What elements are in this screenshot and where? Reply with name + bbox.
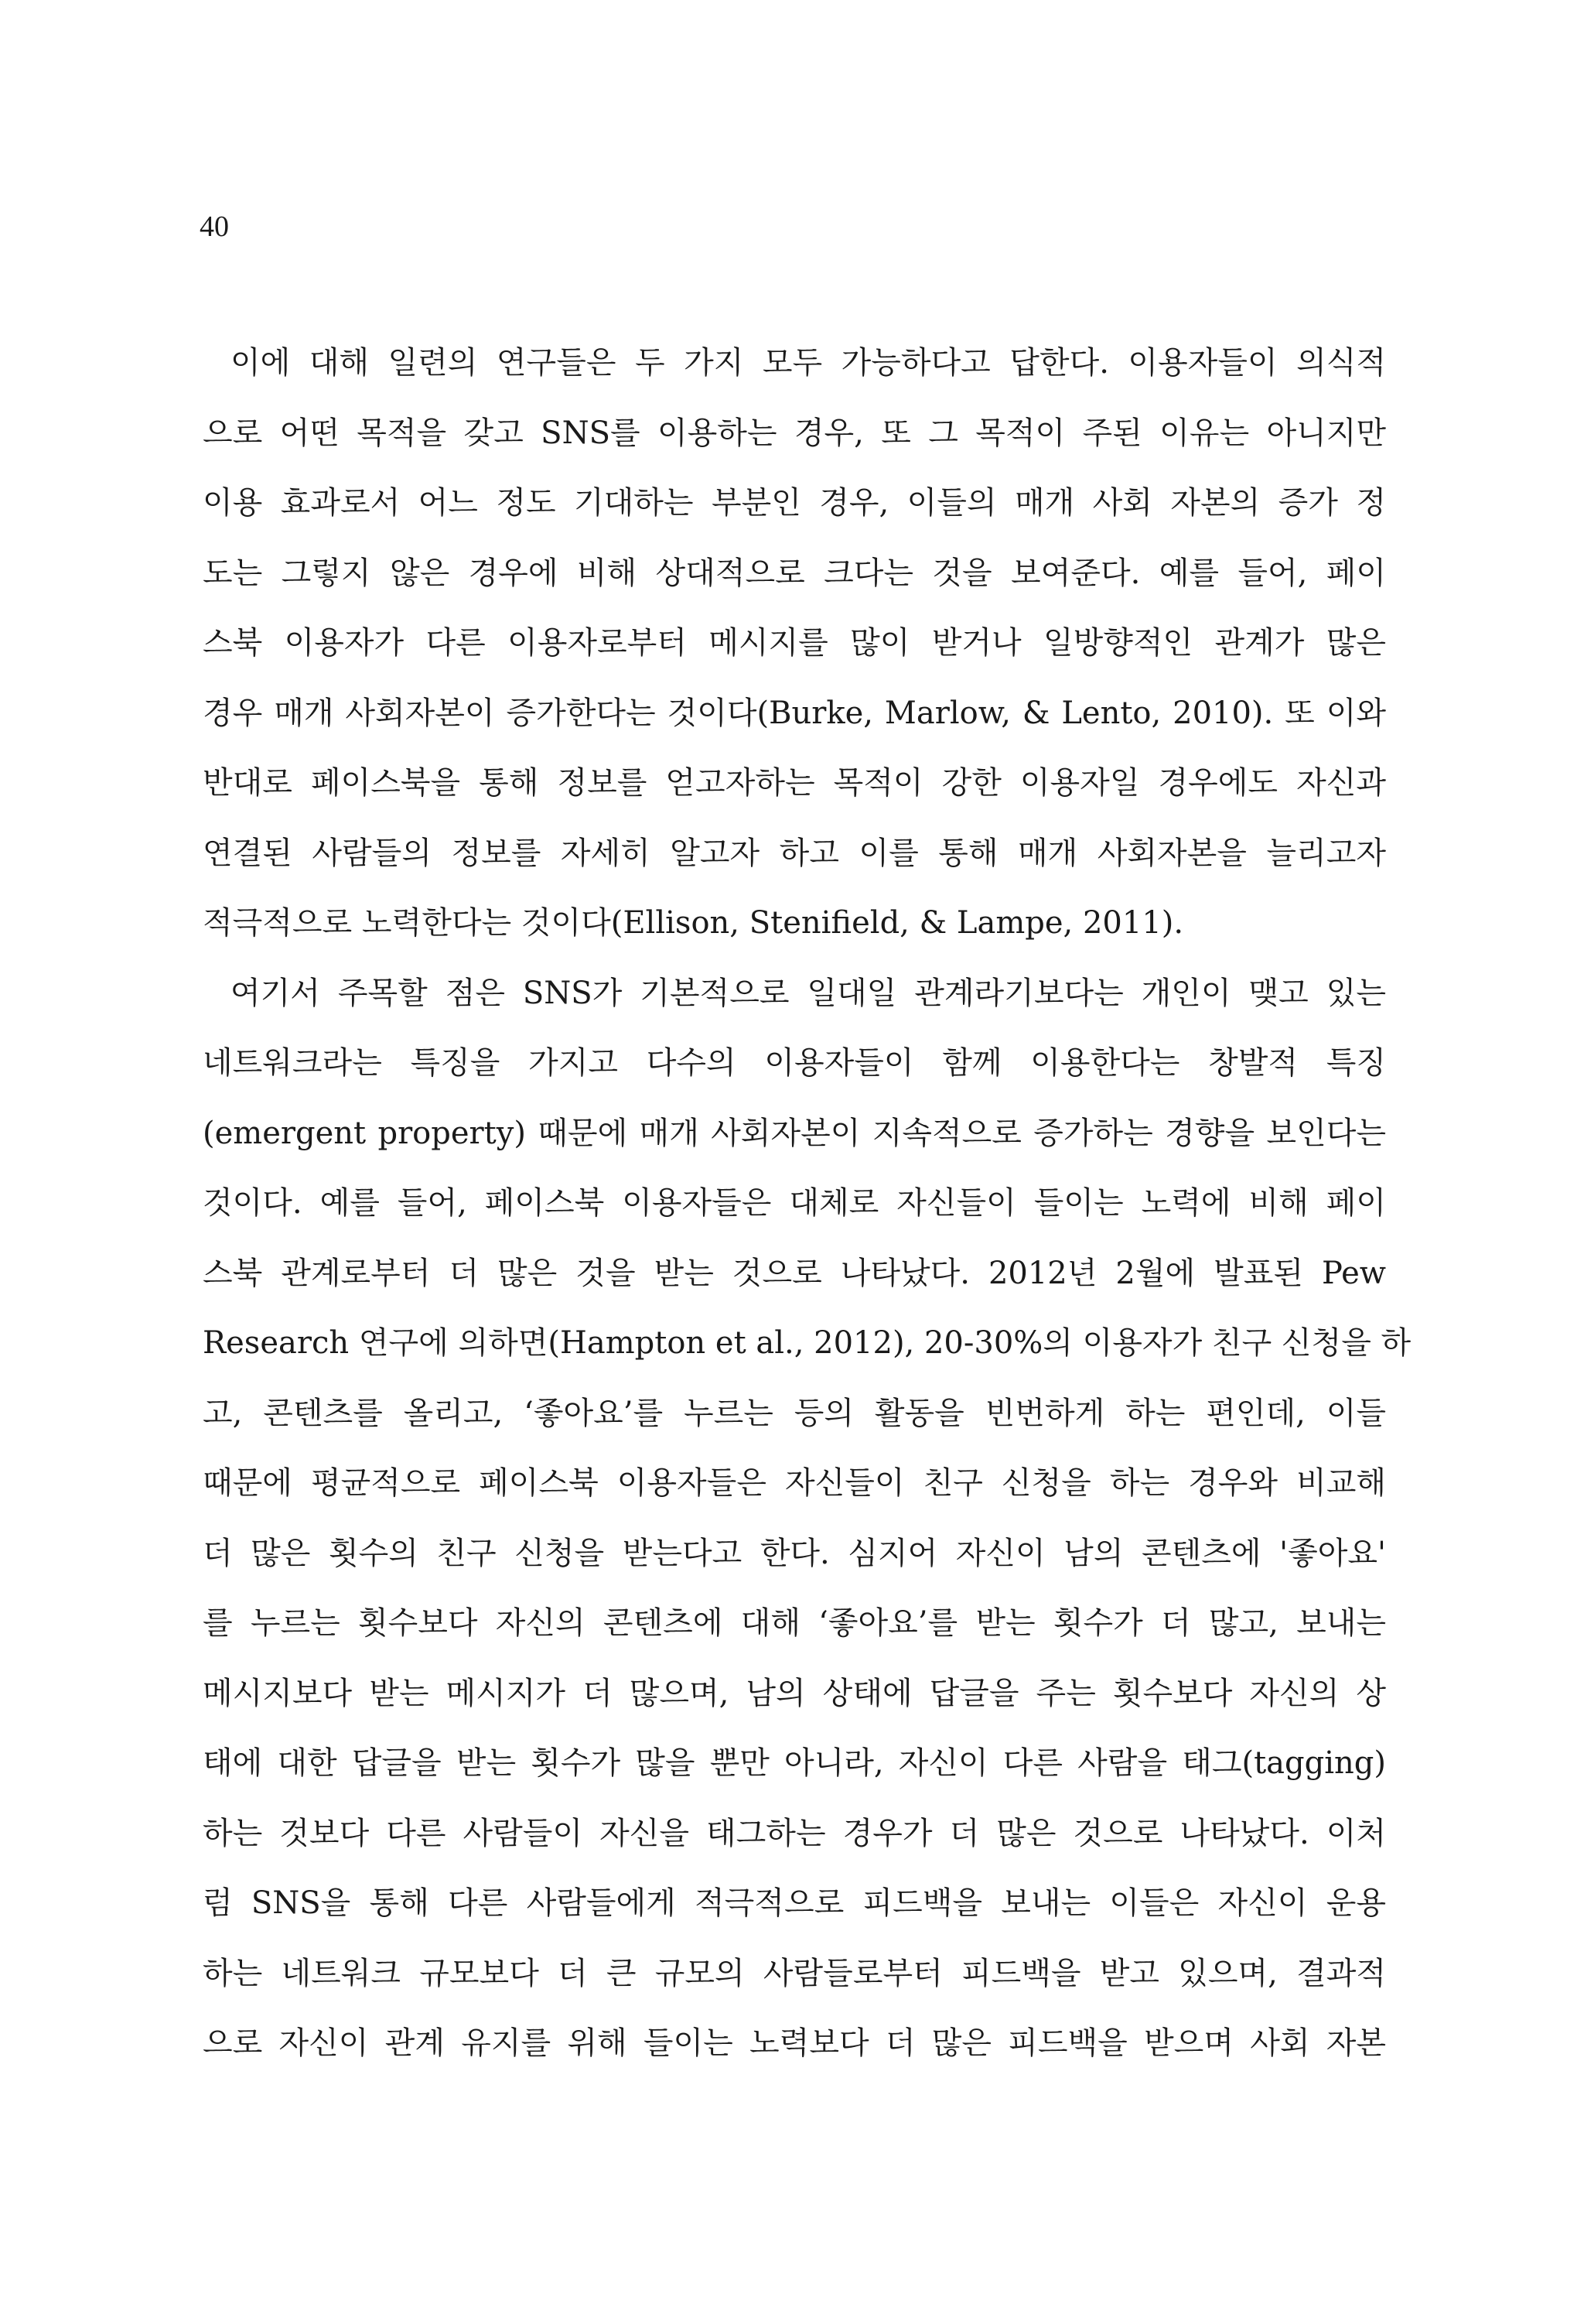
paragraph-1 xyxy=(203,328,1386,959)
body-text xyxy=(203,328,1412,2079)
text-line: 태에 대한 답글을 받는 횟수가 많을 뿐만 아니라, 자신이 다른 사람을 태그(tagging) xyxy=(203,1745,1386,1781)
text-line: 으로 자신이 관계 유지를 위해 들이는 노력보다 더 많은 피드백을 받으며 사회 자본 xyxy=(203,2025,1386,2061)
text-line: 이용 효과로서 어느 정도 기대하는 부분인 경우, 이들의 매개 사회 자본의 증가 정 xyxy=(203,485,1386,521)
text-line: 메시지보다 받는 메시지가 더 많으며, 남의 상태에 답글을 주는 횟수보다 자신의 상 xyxy=(203,1675,1386,1711)
text-line: 고, 콘텐츠를 올리고, ‘좋아요’를 누르는 등의 활동을 빈번하게 하는 편인데, 이들 xyxy=(203,1395,1386,1431)
text-line: (emergent property) 때문에 매개 사회자본이 지속적으로 증가하는 경향을 보인다는 xyxy=(203,1115,1386,1151)
text-line: 스북 이용자가 다른 이용자로부터 메시지를 많이 받거나 일방향적인 관계가 많은 xyxy=(203,625,1386,661)
text-line: 으로 어떤 목적을 갖고 SNS를 이용하는 경우, 또 그 목적이 주된 이유는 아니지만 xyxy=(203,415,1386,451)
text-line: 경우 매개 사회자본이 증가한다는 것이다(Burke, Marlow, & Lento, 2010). 또 이와 xyxy=(203,695,1386,731)
text-line: 연결된 사람들의 정보를 자세히 알고자 하고 이를 통해 매개 사회자본을 늘리고자 xyxy=(203,835,1386,871)
paragraph-2 xyxy=(203,959,1412,2079)
text-line: 반대로 페이스북을 통해 정보를 얻고자하는 목적이 강한 이용자일 경우에도 자신과 xyxy=(203,765,1386,801)
text-line: 도는 그렇지 않은 경우에 비해 상대적으로 크다는 것을 보여준다. 예를 들어, 페이 xyxy=(203,555,1386,591)
text-line: 적극적으로 노력한다는 것이다(Ellison, Stenifield, & Lampe, 2011). xyxy=(203,905,1184,941)
text-line: 이에 대해 일련의 연구들은 두 가지 모두 가능하다고 답한다. 이용자들이 의식적 xyxy=(230,345,1386,381)
text-line: 하는 것보다 다른 사람들이 자신을 태그하는 경우가 더 많은 것으로 나타났다. 이처 xyxy=(203,1815,1386,1851)
page-number: 40 xyxy=(200,210,229,243)
text-line: 스북 관계로부터 더 많은 것을 받는 것으로 나타났다. 2012년 2월에 발표된 Pew xyxy=(203,1255,1386,1291)
text-line: 여기서 주목할 점은 SNS가 기본적으로 일대일 관계라기보다는 개인이 맺고 있는 xyxy=(230,975,1386,1011)
text-line: 네트워크라는 특징을 가지고 다수의 이용자들이 함께 이용한다는 창발적 특징 xyxy=(203,1045,1386,1081)
text-line: 럼 SNS을 통해 다른 사람들에게 적극적으로 피드백을 보내는 이들은 자신이 운용 xyxy=(203,1885,1386,1921)
text-line: 것이다. 예를 들어, 페이스북 이용자들은 대체로 자신들이 들이는 노력에 비해 페이 xyxy=(203,1185,1386,1221)
text-line: 를 누르는 횟수보다 자신의 콘텐츠에 대해 ‘좋아요’를 받는 횟수가 더 많고, 보내는 xyxy=(203,1605,1386,1641)
text-line: 더 많은 횟수의 친구 신청을 받는다고 한다. 심지어 자신이 남의 콘텐츠에 '좋아요' xyxy=(203,1535,1386,1571)
text-line: 때문에 평균적으로 페이스북 이용자들은 자신들이 친구 신청을 하는 경우와 비교해 xyxy=(203,1465,1386,1501)
text-line: 하는 네트워크 규모보다 더 큰 규모의 사람들로부터 피드백을 받고 있으며, 결과적 xyxy=(203,1955,1386,1991)
text-line: Research 연구에 의하면(Hampton et al., 2012), 20-30%의 이용자가 친구 신청을 하 xyxy=(203,1325,1412,1361)
